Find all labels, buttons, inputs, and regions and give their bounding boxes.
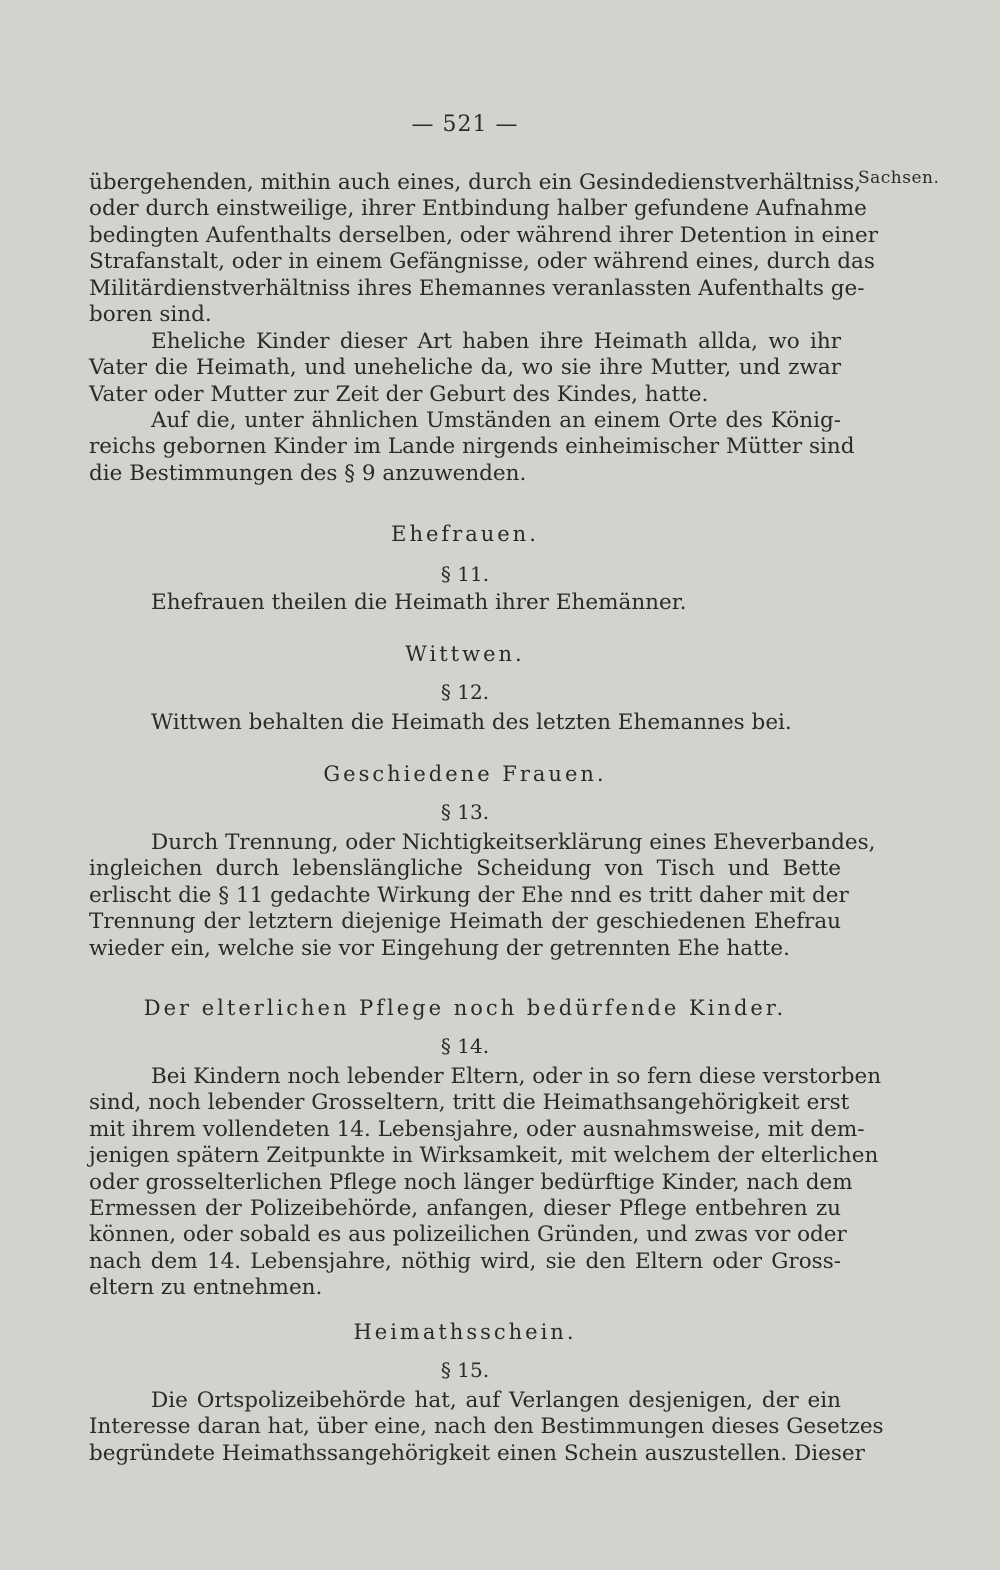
text-line: Militärdienstverhältniss ihres Ehemannes veranlassten Aufenthalts ge- bbox=[89, 275, 865, 301]
paragraph-eheliche-kinder bbox=[89, 329, 841, 408]
text-line: sind, noch lebender Grosseltern, tritt die Heimathsangehörigkeit erst bbox=[89, 1090, 850, 1116]
section-heading-wittwen: Wittwen. bbox=[405, 642, 525, 666]
text-line: Auf die, unter ähnlichen Umständen an einem Orte des König- bbox=[151, 408, 841, 433]
text-line: oder durch einstweilige, ihrer Entbindung halber gefundene Aufnahme bbox=[89, 196, 867, 222]
text-line: Strafanstalt, oder in einem Gefängnisse, oder während eines, durch das bbox=[89, 249, 875, 275]
text-line: mit ihrem vollendeten 14. Lebensjahre, oder ausnahmsweise, mit dem- bbox=[89, 1116, 865, 1142]
text-line: ingleichen durch lebenslängliche Scheidung von Tisch und Bette bbox=[89, 856, 841, 882]
text-line: nach dem 14. Lebensjahre, nöthig wird, sie den Eltern oder Gross- bbox=[89, 1248, 841, 1274]
section-heading-geschiedene-frauen: Geschiedene Frauen. bbox=[323, 762, 607, 786]
text-line: können, oder sobald es aus polizeilichen Gründen, und zwas vor oder bbox=[89, 1222, 847, 1248]
text-line: wieder ein, welche sie vor Eingehung der getrennten Ehe hatte. bbox=[89, 935, 790, 961]
paragraph-number-11: § 11. bbox=[440, 562, 490, 586]
text-line: boren sind. bbox=[89, 301, 212, 327]
paragraph-number-12: § 12. bbox=[440, 680, 490, 704]
paragraph-number-15: § 15. bbox=[440, 1358, 490, 1382]
paragraph-13-text bbox=[89, 830, 876, 962]
section-heading-ehefrauen: Ehefrauen. bbox=[391, 522, 539, 546]
text-column bbox=[89, 170, 884, 1470]
text-line: Vater die Heimath, und uneheliche da, wo sie ihre Mutter, und zwar bbox=[89, 355, 841, 381]
section-heading-heimathsschein: Heimathsschein. bbox=[353, 1320, 577, 1344]
paragraph-14-text bbox=[89, 1064, 882, 1302]
paragraph-15-text bbox=[89, 1388, 884, 1467]
paragraph-number-14: § 14. bbox=[440, 1034, 490, 1058]
text-line: jenigen spätern Zeitpunkte in Wirksamkeit, mit welchem der elterlichen bbox=[89, 1143, 879, 1169]
text-line: Die Ortspolizeibehörde hat, auf Verlangen desjenigen, der ein bbox=[151, 1388, 841, 1413]
text-line: reichs gebornen Kinder im Lande nirgends einheimischer Mütter sind bbox=[89, 434, 855, 460]
paragraph-11-text: Ehefrauen theilen die Heimath ihrer Ehemänner. bbox=[151, 590, 687, 615]
text-line: Bei Kindern noch lebender Eltern, oder in so fern diese verstorben bbox=[151, 1064, 882, 1089]
paragraph-auf-die bbox=[89, 408, 855, 487]
text-line: bedingten Aufenthalts derselben, oder während ihrer Detention in einer bbox=[89, 222, 878, 248]
text-line: erlischt die § 11 gedachte Wirkung der Ehe nnd es tritt daher mit der bbox=[89, 882, 849, 908]
page-number: — 521 — bbox=[411, 112, 519, 137]
text-line: Vater oder Mutter zur Zeit der Geburt des Kindes, hatte. bbox=[89, 381, 709, 407]
text-line: Durch Trennung, oder Nichtigkeitserklärung eines Eheverbandes, bbox=[151, 830, 876, 855]
paragraph-12-text: Wittwen behalten die Heimath des letzten Ehemannes bei. bbox=[151, 710, 792, 735]
section-heading-kinder: Der elterlichen Pflege noch bedürfende Kinder. bbox=[143, 996, 787, 1020]
text-line: Eheliche Kinder dieser Art haben ihre Heimath allda, wo ihr bbox=[151, 329, 841, 354]
text-line: Interesse daran hat, über eine, nach den Bestimmungen dieses Gesetzes bbox=[89, 1414, 884, 1440]
margin-note: Sachsen. bbox=[858, 168, 940, 188]
text-line: begründete Heimathssangehörigkeit einen Schein auszustellen. Dieser bbox=[89, 1440, 865, 1466]
text-line: eltern zu entnehmen. bbox=[89, 1275, 323, 1301]
text-line: Trennung der letztern diejenige Heimath der geschiedenen Ehefrau bbox=[89, 909, 841, 935]
text-line: die Bestimmungen des § 9 anzuwenden. bbox=[89, 460, 527, 486]
text-line: oder grosselterlichen Pflege noch länger bedürftige Kinder, nach dem bbox=[89, 1169, 853, 1195]
paragraph-number-13: § 13. bbox=[440, 800, 490, 824]
text-line: Ermessen der Polizeibehörde, anfangen, dieser Pflege entbehren zu bbox=[89, 1195, 841, 1221]
text-line: übergehenden, mithin auch eines, durch ein Gesindedienstverhältniss, bbox=[89, 170, 861, 195]
paragraph-continuation bbox=[89, 170, 878, 328]
